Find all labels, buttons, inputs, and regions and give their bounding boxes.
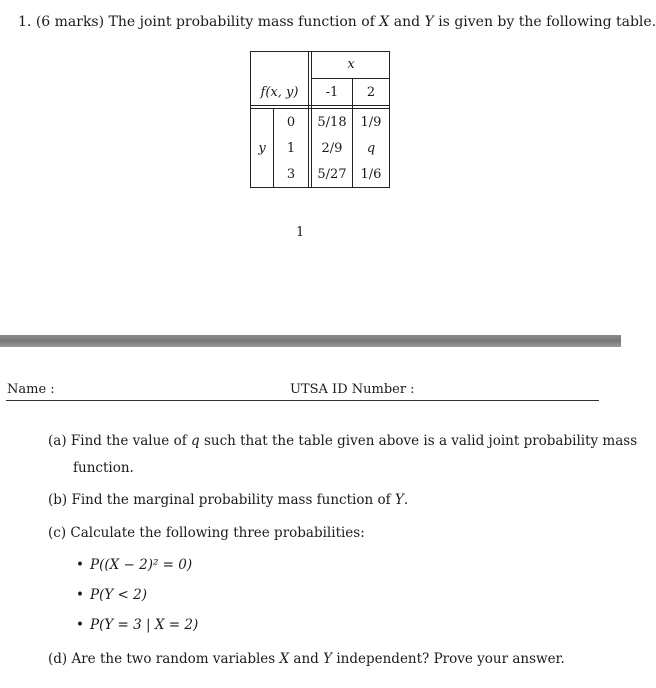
var-y: Y: [424, 14, 434, 30]
page-break-divider: [0, 335, 621, 347]
table-cell: 1/9: [360, 114, 382, 130]
x-axis-header: x: [347, 57, 355, 72]
part-c-label: (c): [48, 525, 67, 541]
table-cell: 5/27: [317, 166, 347, 182]
part-d-and: and: [293, 651, 319, 667]
part-c: [48, 523, 365, 543]
corner-label: f(x, y): [260, 84, 299, 100]
part-a-label: (a): [48, 433, 67, 449]
part-d-label: (d): [48, 651, 68, 667]
probability-expression: P(Y < 2): [90, 587, 148, 603]
bullet-dot: •: [76, 587, 84, 603]
table-cell: 1/6: [360, 166, 382, 182]
bullet-dot: •: [76, 617, 84, 633]
part-b-var: Y: [394, 492, 404, 508]
part-d-text-1: Are the two random variables: [71, 651, 276, 667]
question-stem-post: is given by the following table.: [438, 14, 656, 30]
x-value-col-2: 2: [366, 84, 376, 100]
x-value-col-1: -1: [325, 84, 339, 100]
y-value: 1: [286, 140, 296, 156]
part-a-text-2: such that the table given above is a valid joint probability mass: [203, 433, 638, 449]
joint-pmf-table: [250, 51, 390, 188]
header-rule: [6, 400, 599, 401]
table-cell-unknown-q: q: [366, 140, 376, 156]
part-b: [48, 490, 408, 510]
and-word: and: [393, 14, 421, 30]
question-marks: (6 marks): [35, 14, 105, 30]
table-cell: 2/9: [321, 140, 343, 156]
part-a: [48, 431, 637, 451]
table-cell: 5/18: [317, 114, 347, 130]
part-d-var-x: X: [279, 651, 290, 667]
y-axis-label: y: [258, 140, 266, 156]
question-number: 1.: [18, 14, 32, 30]
bullet-dot: •: [76, 557, 84, 573]
name-label: Name :: [7, 382, 55, 397]
part-b-period: .: [403, 492, 409, 508]
bullet-item: [76, 587, 147, 603]
bullet-item: [76, 557, 192, 573]
var-x: X: [379, 14, 390, 30]
part-a-var: q: [191, 433, 200, 449]
probability-expression: P((X − 2)² = 0): [90, 557, 193, 573]
part-a-continuation: function.: [73, 460, 134, 476]
y-value: 3: [286, 166, 296, 182]
part-c-text: Calculate the following three probabilities:: [70, 525, 365, 541]
part-d-text-2: independent? Prove your answer.: [336, 651, 565, 667]
bullet-item: [76, 617, 198, 633]
part-d-var-y: Y: [323, 651, 333, 667]
question-heading: [18, 14, 656, 30]
part-a-text-1: Find the value of: [70, 433, 187, 449]
page-number: 1: [296, 225, 305, 240]
probability-expression: P(Y = 3 | X = 2): [90, 617, 199, 633]
part-d: [48, 649, 565, 669]
question-stem-pre: The joint probability mass function of: [108, 14, 375, 30]
part-b-label: (b): [48, 492, 68, 508]
part-b-text: Find the marginal probability mass function of: [71, 492, 391, 508]
utsa-id-label: UTSA ID Number :: [290, 382, 415, 397]
y-value: 0: [286, 114, 296, 130]
